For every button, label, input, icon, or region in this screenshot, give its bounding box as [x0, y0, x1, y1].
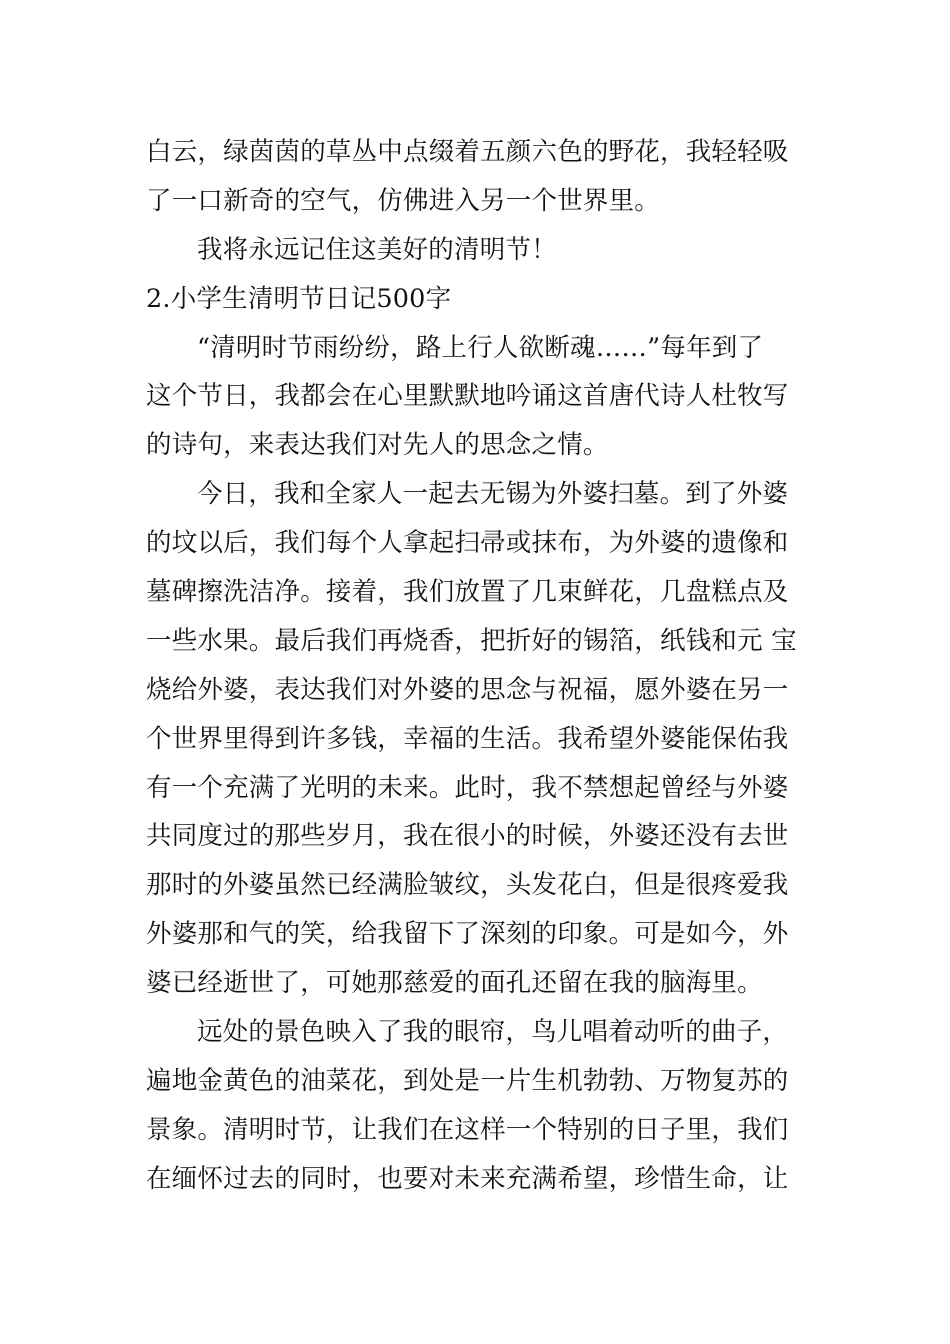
text-line: 个世界里得到许多钱，幸福的生活。我希望外婆能保佑我 — [146, 723, 789, 754]
text-line: 我将永远记住这美好的清明节！ — [197, 234, 557, 265]
text-line: 景象。清明时节，让我们在这样一个特别的日子里，我们 — [146, 1114, 789, 1145]
text-line: 的诗句，来表达我们对先人的思念之情。 — [146, 430, 609, 461]
text-line: “清明时节雨纷纷，路上行人欲断魂……”每年到了 — [197, 332, 764, 363]
text-line: 墓碑擦洗洁净。接着，我们放置了几束鲜花，几盘糕点及 — [146, 577, 789, 608]
section-heading: 2.小学生清明节日记500字 — [146, 283, 452, 314]
text-line: 共同度过的那些岁月，我在很小的时候，外婆还没有去世 — [146, 821, 789, 852]
text-line: 远处的景色映入了我的眼帘，鸟儿唱着动听的曲子， — [197, 1017, 789, 1048]
text-line: 外婆那和气的笑，给我留下了深刻的印象。可是如今，外 — [146, 919, 789, 950]
text-line: 婆已经逝世了，可她那慈爱的面孔还留在我的脑海里。 — [146, 968, 763, 999]
document-body — [146, 128, 810, 1204]
text-line: 这个节日，我都会在心里默默地吟诵这首唐代诗人杜牧写 — [146, 381, 789, 412]
text-line: 一些水果。最后我们再烧香，把折好的锡箔，纸钱和元 宝 — [146, 625, 797, 656]
text-line: 今日，我和全家人一起去无锡为外婆扫墓。到了外婆 — [197, 479, 789, 510]
text-line: 遍地金黄色的油菜花，到处是一片生机勃勃、万物复苏的 — [146, 1065, 789, 1096]
text-line: 那时的外婆虽然已经满脸皱纹，头发花白，但是很疼爱我 — [146, 870, 789, 901]
text-line: 有一个充满了光明的未来。此时，我不禁想起曾经与外婆 — [146, 772, 789, 803]
text-line: 烧给外婆，表达我们对外婆的思念与祝福，愿外婆在另一 — [146, 674, 789, 705]
text-line: 了一口新奇的空气，仿佛进入另一个世界里。 — [146, 185, 661, 216]
text-line: 的坟以后，我们每个人拿起扫帚或抹布，为外婆的遗像和 — [146, 528, 789, 559]
text-line: 在缅怀过去的同时，也要对未来充满希望，珍惜生命，让 — [146, 1163, 789, 1194]
text-line: 白云，绿茵茵的草丛中点缀着五颜六色的野花，我轻轻吸 — [146, 137, 789, 167]
